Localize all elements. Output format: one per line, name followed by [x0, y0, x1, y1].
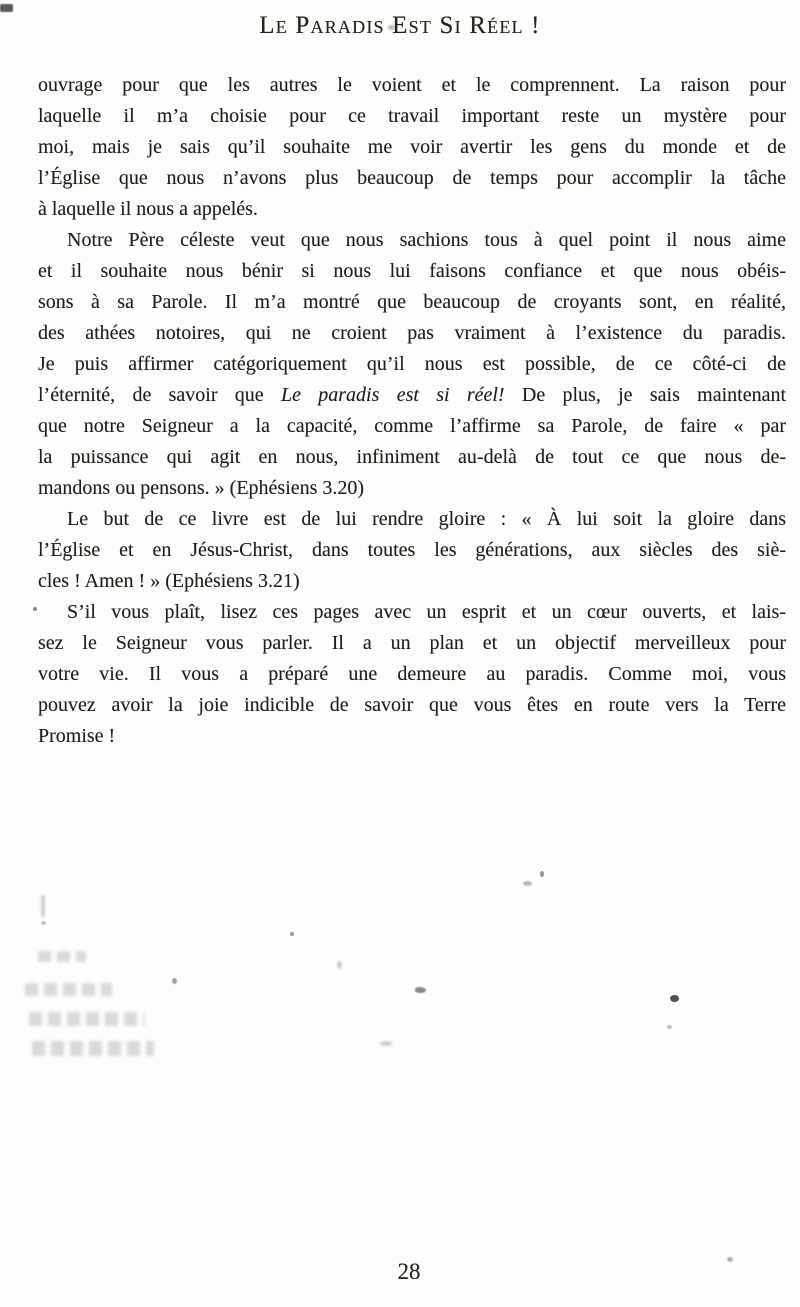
text-line: votre vie. Il vous a préparé une demeure au paradis. Comme moi, vous	[38, 663, 786, 685]
text-line: sez le Seigneur vous parler. Il a un plan et un objectif merveilleux pour	[38, 632, 786, 654]
scan-speck	[290, 932, 294, 936]
text-line: pouvez avoir la joie indicible de savoir que vous êtes en route vers la Terre	[38, 694, 786, 716]
bleed-through-mark	[41, 921, 46, 925]
text-line: la puissance qui agit en nous, infiniment au-delà de tout ce que nous de-	[38, 446, 786, 468]
text-line-with-italic	[38, 380, 786, 411]
bleed-through-text-line	[29, 1012, 145, 1026]
scan-speck	[172, 978, 177, 984]
scan-speck	[523, 881, 532, 886]
text-line: que notre Seigneur a la capacité, comme l’affirme sa Parole, de faire « par	[38, 415, 786, 437]
bleed-through-text-line	[32, 1041, 154, 1056]
scan-speck	[540, 871, 544, 877]
text-line: ouvrage pour que les autres le voient et le comprennent. La raison pour	[38, 74, 786, 96]
text-line: Notre Père céleste veut que nous sachions tous à quel point il nous aime	[67, 229, 786, 251]
text-line: moi, mais je sais qu’il souhaite me voir avertir les gens du monde et de	[38, 136, 786, 158]
text-line: Je puis affirmer catégoriquement qu’il nous est possible, de ce côté-ci de	[38, 353, 786, 375]
paragraph	[38, 597, 786, 752]
text-segment: l’éternité, de savoir que	[38, 384, 281, 406]
text-line: laquelle il m’a choisie pour ce travail important reste un mystère pour	[38, 105, 786, 127]
body-text-block	[38, 70, 786, 752]
scan-speck	[33, 607, 37, 611]
page-number: 28	[397, 1259, 421, 1284]
italic-book-title-phrase: Le paradis est si réel!	[280, 384, 505, 406]
text-line: l’Église que nous n’avons plus beaucoup de temps pour accomplir la tâche	[38, 167, 786, 189]
text-line: mandons ou pensons. » (Ephésiens 3.20)	[38, 477, 365, 499]
text-line: l’Église et en Jésus-Christ, dans toutes les générations, aux siècles des siè-	[38, 539, 786, 561]
scan-speck	[670, 995, 679, 1002]
text-line: Le but de ce livre est de lui rendre gloire : « À lui soit la gloire dans	[67, 508, 786, 530]
text-line: des athées notoires, qui ne croient pas vraiment à l’existence du paradis.	[38, 322, 786, 344]
text-line: et il souhaite nous bénir si nous lui faisons confiance et que nous obéis-	[38, 260, 786, 282]
text-line: sons à sa Parole. Il m’a montré que beaucoup de croyants sont, en réalité,	[38, 291, 786, 313]
text-segment: De plus, je sais maintenant	[504, 384, 786, 406]
running-head-title: Le Paradis Est Si Réel !	[259, 12, 541, 39]
scan-speck	[667, 1025, 672, 1029]
text-line: cles ! Amen ! » (Ephésiens 3.21)	[38, 570, 300, 592]
bleed-through-mark	[380, 1041, 392, 1046]
bleed-through-text-line	[25, 983, 112, 996]
bleed-through-mark	[41, 895, 45, 917]
text-line: S’il vous plaît, lisez ces pages avec un esprit et un cœur ouverts, et lais-	[67, 601, 786, 623]
bleed-through-text-line	[38, 951, 86, 962]
paragraph	[38, 225, 786, 504]
paragraph	[38, 504, 786, 597]
scan-speck	[337, 961, 342, 969]
paragraph-continuation	[38, 70, 786, 225]
scan-artifact-corner	[0, 4, 13, 12]
text-line: à laquelle il nous a appelés.	[38, 198, 258, 220]
text-line: Promise !	[38, 725, 116, 747]
scan-speck	[415, 987, 426, 993]
